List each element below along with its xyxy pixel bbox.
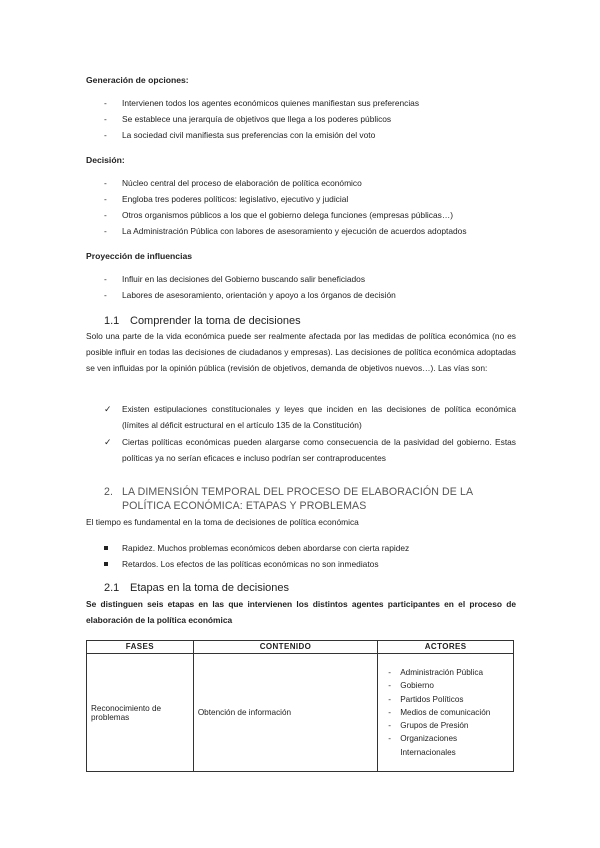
cell-actores <box>378 654 514 772</box>
column-header-actores: ACTORES <box>378 641 514 654</box>
paragraph: Solo una parte de la vida económica puede ser realmente afectada por las medidas de política económica (no es posible influir en todas las decisiones de ciudadanos y empresas). Las decisiones de política económica adoptadas se ven influidas por la opinión pública (revisión de objetivos, demanda de objetivos nuevos…). Las vías son: <box>86 331 516 373</box>
subsection-heading-2-1: 2.1 Etapas en la toma de decisiones <box>104 582 289 594</box>
paragraph: El tiempo es fundamental en la toma de decisiones de política económica <box>86 517 359 527</box>
actors-list <box>386 666 509 758</box>
checklist-item: ✓ Ciertas políticas económicas pueden alargarse como consecuencia de la pasividad del gobierno. Estas políticas ya no serían eficaces e incluso podrían ser contraproducentes <box>104 434 516 466</box>
checklist-item: ✓ Existen estipulaciones constitucionales y leyes que inciden en las decisiones de política económica (límites al déficit estructural en el artículo 135 de la Constitución) <box>104 401 516 433</box>
phases-table <box>86 640 514 772</box>
section-heading-generacion: Generación de opciones: <box>86 75 189 85</box>
section-heading-proyeccion: Proyección de influencias <box>86 251 193 261</box>
column-header-contenido: CONTENIDO <box>193 641 377 654</box>
section-heading-2: 2. LA DIMENSIÓN TEMPORAL DEL PROCESO DE ELABORACIÓN DE LA POLÍTICA ECONÓMICA: ETAPAS Y PROBLEMAS <box>104 486 473 512</box>
list-item: - Grupos de Presión <box>386 719 509 732</box>
square-bullet-icon <box>104 546 108 550</box>
table-header-row <box>87 641 514 654</box>
column-header-fases: FASES <box>87 641 194 654</box>
cell-fase: Reconocimiento de problemas <box>87 654 194 772</box>
paragraph: Se distinguen seis etapas en las que intervienen los distintos agentes participantes en el proceso de elaboración de la política económica <box>86 599 516 625</box>
list-item: - Organizaciones Internacionales <box>386 732 509 758</box>
table-row <box>87 654 514 772</box>
checkmark-icon: ✓ <box>104 404 112 414</box>
list-item: - Gobierno <box>386 679 509 692</box>
list-item: - Medios de comunicación <box>386 706 509 719</box>
list-item: - Administración Pública <box>386 666 509 679</box>
square-bullet-icon <box>104 562 108 566</box>
section-heading-decision: Decisión: <box>86 155 125 165</box>
list-item: - Partidos Políticos <box>386 693 509 706</box>
cell-contenido: Obtención de información <box>193 654 377 772</box>
checkmark-icon: ✓ <box>104 437 112 447</box>
subsection-heading-1-1: 1.1 Comprender la toma de decisiones <box>104 315 301 327</box>
